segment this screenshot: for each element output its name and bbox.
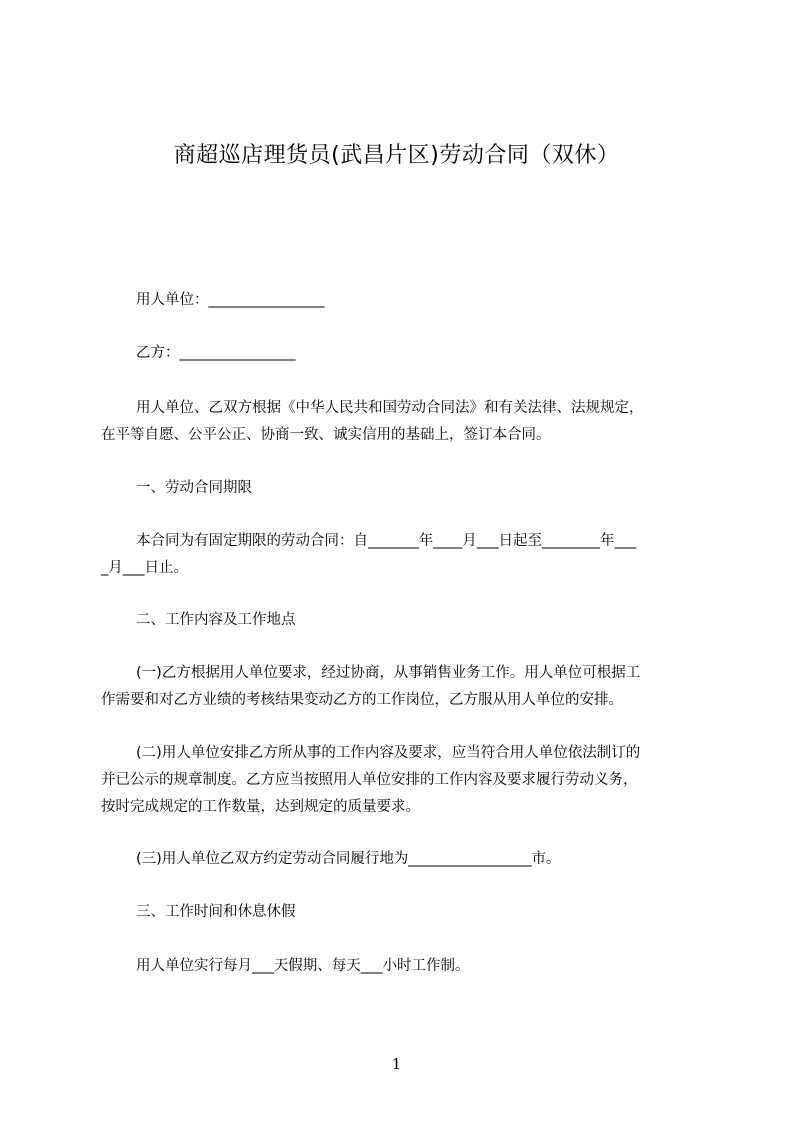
section-2-item-2-line-1-text: (二)用人单位安排乙方所从事的工作内容及要求，应当符合用人单位依法制订的 xyxy=(136,745,641,761)
intro-line-1 xyxy=(101,395,701,422)
party-b-line-text: 乙方：________________ xyxy=(136,345,296,361)
intro-paragraph xyxy=(101,395,701,449)
section-2-heading xyxy=(101,607,701,634)
page-number: 1 xyxy=(391,1055,402,1073)
section-3-paragraph xyxy=(101,953,701,980)
intro-line-1-text: 用人单位、乙双方根据《中华人民共和国劳动合同法》和有关法律、法规规定， xyxy=(136,400,644,416)
section-1-line-2: _月___日止。 xyxy=(101,560,188,576)
section-2-item-2-line-3: 按时完成规定的工作数量，达到规定的质量要求。 xyxy=(101,799,420,815)
section-3-heading-text: 三、工作时间和休息休假 xyxy=(136,904,296,920)
employer-line xyxy=(101,287,701,314)
section-2-item-1-line-1-text: (一)乙方根据用人单位要求，经过协商，从事销售业务工作。用人单位可根据工 xyxy=(136,665,641,681)
section-2-item-2-line-2: 并已公示的规章制度。乙方应当按照用人单位安排的工作内容及要求履行劳动义务， xyxy=(101,772,638,788)
section-1-line-1 xyxy=(101,528,701,555)
section-1-heading xyxy=(101,475,701,502)
section-1-heading-text: 一、劳动合同期限 xyxy=(136,480,252,496)
section-2-item-3 xyxy=(101,846,701,873)
section-3-line-1-text: 用人单位实行每月___天假期、每天___小时工作制。 xyxy=(136,958,470,974)
section-2-item-2 xyxy=(101,740,701,821)
section-2-heading-text: 二、工作内容及工作地点 xyxy=(136,612,296,628)
section-2-item-1 xyxy=(101,660,701,714)
section-1-paragraph xyxy=(101,528,701,582)
section-2-item-2-line-1 xyxy=(101,740,701,767)
intro-line-2: 在平等自愿、公平公正、协商一致、诚实信用的基础上，签订本合同。 xyxy=(101,427,551,443)
section-2-item-1-line-2: 作需要和对乙方业绩的考核结果变动乙方的工作岗位，乙方服从用人单位的安排。 xyxy=(101,692,623,708)
employer-line-text: 用人单位：________________ xyxy=(136,292,325,308)
page-title: 商超巡店理货员(武昌片区)劳动合同（双休） xyxy=(173,143,620,168)
party-b-line xyxy=(101,340,701,367)
section-2-item-1-line-1 xyxy=(101,660,701,687)
section-3-heading xyxy=(101,899,701,926)
section-2-item-3-text: (三)用人单位乙双方约定劳动合同履行地为_________________市。 xyxy=(136,851,561,867)
section-1-line-1-text: 本合同为有固定期限的劳动合同：自_______年____月___日起至________年___ xyxy=(136,533,637,549)
